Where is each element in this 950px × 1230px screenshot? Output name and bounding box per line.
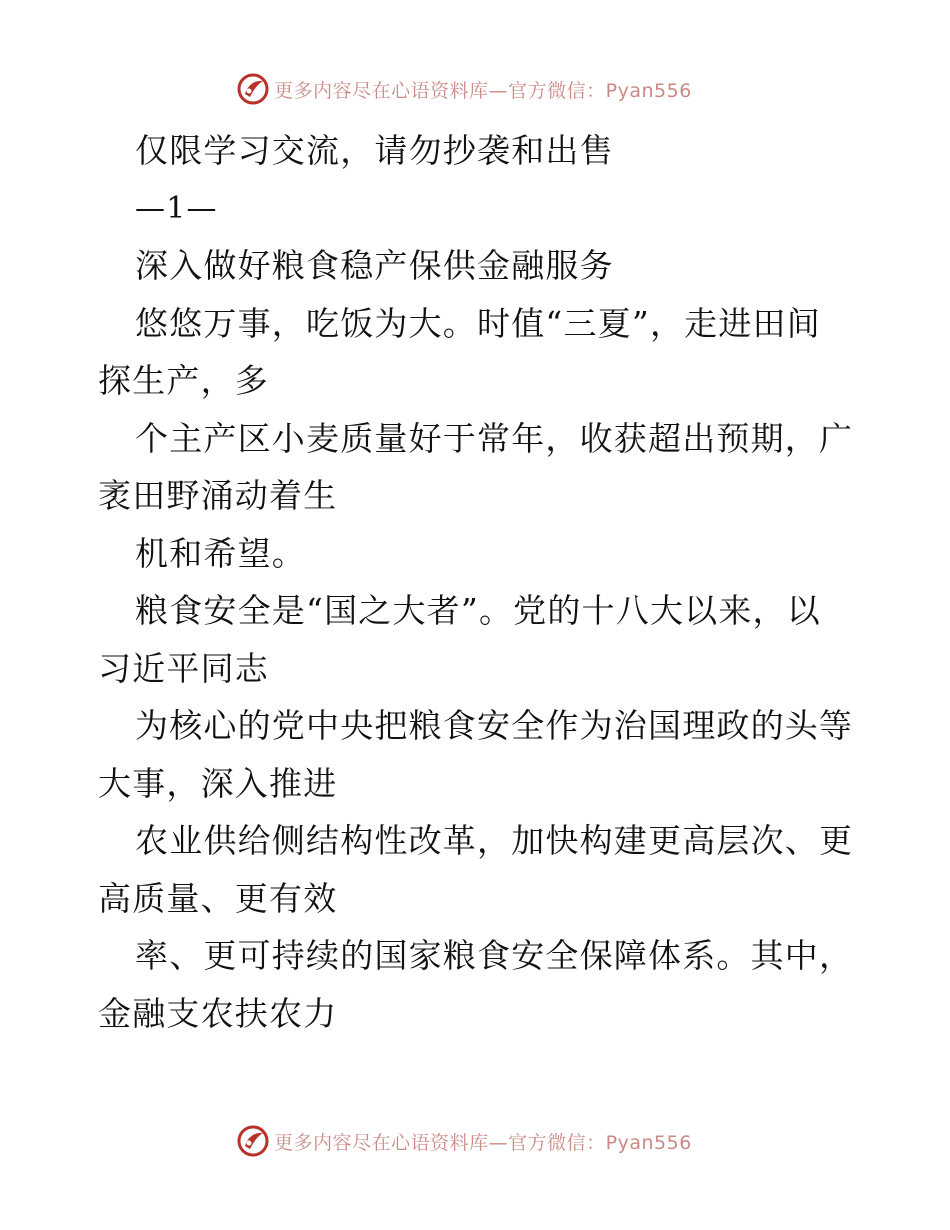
footer-watermark bbox=[0, 1124, 950, 1158]
watermark-text: 更多内容尽在心语资料库—官方微信：Pyan556 bbox=[274, 79, 692, 102]
text-line: 农业供给侧结构性改革，加快构建更高层次、更 bbox=[135, 821, 854, 860]
watermark-text: 更多内容尽在心语资料库—官方微信：Pyan556 bbox=[274, 1131, 692, 1154]
text-line: 粮食安全是“国之大者”。党的十八大以来，以 bbox=[135, 591, 821, 630]
document-body bbox=[98, 122, 858, 1042]
text-line: 率、更可持续的国家粮食安全保障体系。其中， bbox=[135, 936, 854, 975]
text-line: 高质量、更有效 bbox=[98, 878, 338, 918]
text-line: 个主产区小麦质量好于常年，收获超出预期，广 bbox=[135, 418, 854, 458]
text-line: 悠悠万事，吃饭为大。时值“三夏”，走进田间 bbox=[135, 303, 821, 343]
text-line: 袤田野涌动着生 bbox=[98, 476, 338, 515]
text-line: 习近平同志 bbox=[98, 648, 269, 688]
text-line: 机和希望。 bbox=[135, 533, 306, 573]
document-title: 深入做好粮食稳产保供金融服务 bbox=[135, 246, 614, 285]
watermark-logo-icon bbox=[236, 1124, 270, 1158]
page-number: —1— bbox=[135, 190, 218, 226]
text-line: 金融支农扶农力 bbox=[98, 993, 338, 1033]
text-line: 大事，深入推进 bbox=[98, 763, 338, 803]
header-watermark bbox=[0, 72, 950, 106]
watermark-logo-icon bbox=[236, 72, 270, 106]
text-line: 探生产，多 bbox=[98, 361, 269, 400]
text-line: 为核心的党中央把粮食安全作为治国理政的头等 bbox=[135, 706, 854, 745]
notice-line: 仅限学习交流，请勿抄袭和出售 bbox=[135, 131, 614, 170]
